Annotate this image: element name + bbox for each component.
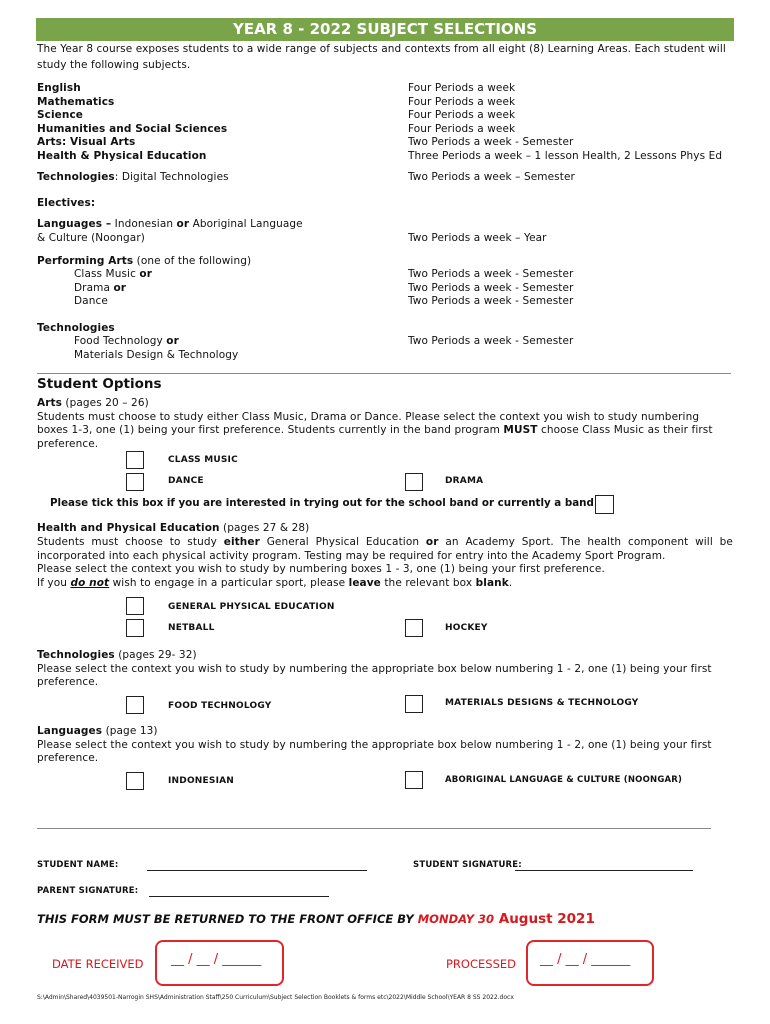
subject-periods: Four Periods a week	[408, 122, 516, 135]
subject-periods: Three Periods a week – 1 lesson Health, 2 Lessons Phys Ed	[408, 149, 723, 162]
subject-periods: Four Periods a week	[408, 109, 516, 121]
languages-elective-line2: & Culture (Noongar)	[37, 231, 145, 244]
technologies-options-text: Please select the context you wish to study by numbering the appropriate box below numbering 1 - 2, one (1) being your first preference.	[37, 662, 712, 688]
arts-instructions: Students must choose to study either Class Music, Drama or Dance. Please select the context you wish to study numbering boxes 1-3, one (1) being your first preference. Students currently in the band program MUST choose Class Music as their first preference.	[37, 410, 713, 450]
performing-arts-periods: Two Periods a week - Semester	[408, 295, 574, 307]
netball-label: NETBALL	[168, 623, 215, 633]
technologies-options-heading: Technologies (pages 29- 32)	[37, 649, 197, 661]
tech-elective-item: Materials Design & Technology	[74, 349, 239, 361]
parent-signature-label: PARENT SIGNATURE:	[37, 886, 139, 896]
hpe-heading: Health and Physical Education (pages 27 & 28)	[37, 522, 310, 534]
tech-elective-item: Food Technology or	[74, 335, 179, 347]
date-received-box[interactable]	[155, 940, 284, 986]
indonesian-label: INDONESIAN	[168, 776, 235, 786]
technologies-core: Technologies: Digital Technologies	[37, 171, 229, 183]
processed-box[interactable]	[526, 940, 654, 986]
date-received-label: DATE RECEIVED	[52, 957, 144, 971]
subject-name: Humanities and Social Sciences	[37, 122, 228, 135]
parent-signature-field[interactable]	[149, 896, 329, 897]
processed-label: PROCESSED	[446, 957, 516, 971]
student-signature-label: STUDENT SIGNATURE:	[413, 860, 522, 870]
arts-heading: Arts (pages 20 – 26)	[37, 397, 149, 409]
general-pe-checkbox[interactable]	[126, 597, 144, 615]
return-notice: THIS FORM MUST BE RETURNED TO THE FRONT OFFICE BY MONDAY 30 August 2021	[37, 911, 595, 927]
materials-design-checkbox[interactable]	[405, 695, 423, 713]
performing-arts-periods: Two Periods a week - Semester	[408, 268, 574, 280]
performing-arts-item: Drama or	[74, 281, 127, 294]
intro-text: The Year 8 course exposes students to a wide range of subjects and contexts from all eight (8) Learning Areas. Each student will study the following subjects.	[37, 43, 726, 71]
hpe-select-text: Please select the context you wish to study by numbering boxes 1 - 3, one (1) being your first preference.	[37, 563, 605, 575]
class-music-checkbox[interactable]	[126, 451, 144, 469]
hockey-checkbox[interactable]	[405, 619, 423, 637]
student-name-label: STUDENT NAME:	[37, 860, 119, 870]
student-options-heading: Student Options	[37, 376, 162, 392]
materials-design-label: MATERIALS DESIGNS & TECHNOLOGY	[445, 698, 639, 708]
indonesian-checkbox[interactable]	[126, 772, 144, 790]
divider	[37, 373, 731, 374]
languages-options-heading: Languages (page 13)	[37, 725, 158, 737]
dance-label: DANCE	[168, 476, 204, 486]
performing-arts-heading: Performing Arts (one of the following)	[37, 255, 252, 267]
subject-name: Science	[37, 109, 84, 121]
netball-checkbox[interactable]	[126, 619, 144, 637]
band-interest-text: Please tick this box if you are interested in trying out for the school band or currently a band	[50, 497, 594, 509]
subject-name: Health & Physical Education	[37, 149, 207, 162]
student-signature-field[interactable]	[515, 870, 693, 871]
drama-checkbox[interactable]	[405, 473, 423, 491]
languages-elective-periods: Two Periods a week – Year	[408, 232, 547, 244]
technologies-periods: Two Periods a week – Semester	[408, 171, 575, 183]
electives-heading: Electives:	[37, 197, 96, 209]
hockey-label: HOCKEY	[445, 623, 488, 633]
languages-options-text: Please select the context you wish to study by numbering the appropriate box below numbering 1 - 2, one (1) being your first preference.	[37, 738, 712, 764]
band-interest-checkbox[interactable]	[595, 495, 614, 514]
tech-elective-heading: Technologies	[37, 322, 115, 334]
performing-arts-item: Class Music or	[74, 268, 152, 280]
subject-periods: Four Periods a week	[408, 82, 516, 94]
page-title: YEAR 8 - 2022 SUBJECT SELECTIONS	[36, 18, 734, 41]
drama-label: DRAMA	[445, 476, 484, 486]
aboriginal-language-label: ABORIGINAL LANGUAGE & CULTURE (NOONGAR)	[445, 775, 683, 785]
hpe-blank-text: If you do not wish to engage in a particular sport, please leave the relevant box blank.	[37, 576, 513, 589]
divider	[37, 828, 711, 829]
languages-elective: Languages – Indonesian or Aboriginal Language	[37, 218, 303, 230]
food-technology-checkbox[interactable]	[126, 696, 144, 714]
dance-checkbox[interactable]	[126, 473, 144, 491]
general-pe-label: GENERAL PHYSICAL EDUCATION	[168, 602, 335, 612]
performing-arts-periods: Two Periods a week - Semester	[408, 281, 574, 294]
subject-periods: Four Periods a week	[408, 95, 516, 108]
class-music-label: CLASS MUSIC	[168, 455, 238, 465]
performing-arts-item: Dance	[74, 295, 108, 307]
aboriginal-language-checkbox[interactable]	[405, 771, 423, 789]
date-received-blank: __ / __ / ______	[171, 952, 262, 967]
subject-name: Arts: Visual Arts	[37, 136, 136, 148]
food-technology-label: FOOD TECHNOLOGY	[168, 701, 272, 711]
subject-name: Mathematics	[37, 95, 115, 108]
student-name-field[interactable]	[147, 870, 367, 871]
hpe-instructions: Students must choose to study either General Physical Education or an Academy Sport. The health component will be incorporated into each physical activity program. Testing may be required for entry into the Academy Sport Program.	[37, 536, 733, 562]
tech-elective-periods: Two Periods a week - Semester	[408, 335, 574, 347]
footer-file-path: S:\Admin\Shared\4039501-Narrogin SHS\Administration Staff\250 Curriculum\Subject Selection Booklets & forms etc\2022\Middle School\YEAR 8 SS 2022.docx	[37, 994, 514, 1001]
processed-blank: __ / __ / ______	[540, 952, 631, 967]
subject-name: English	[37, 82, 81, 94]
subject-periods: Two Periods a week - Semester	[408, 136, 574, 148]
